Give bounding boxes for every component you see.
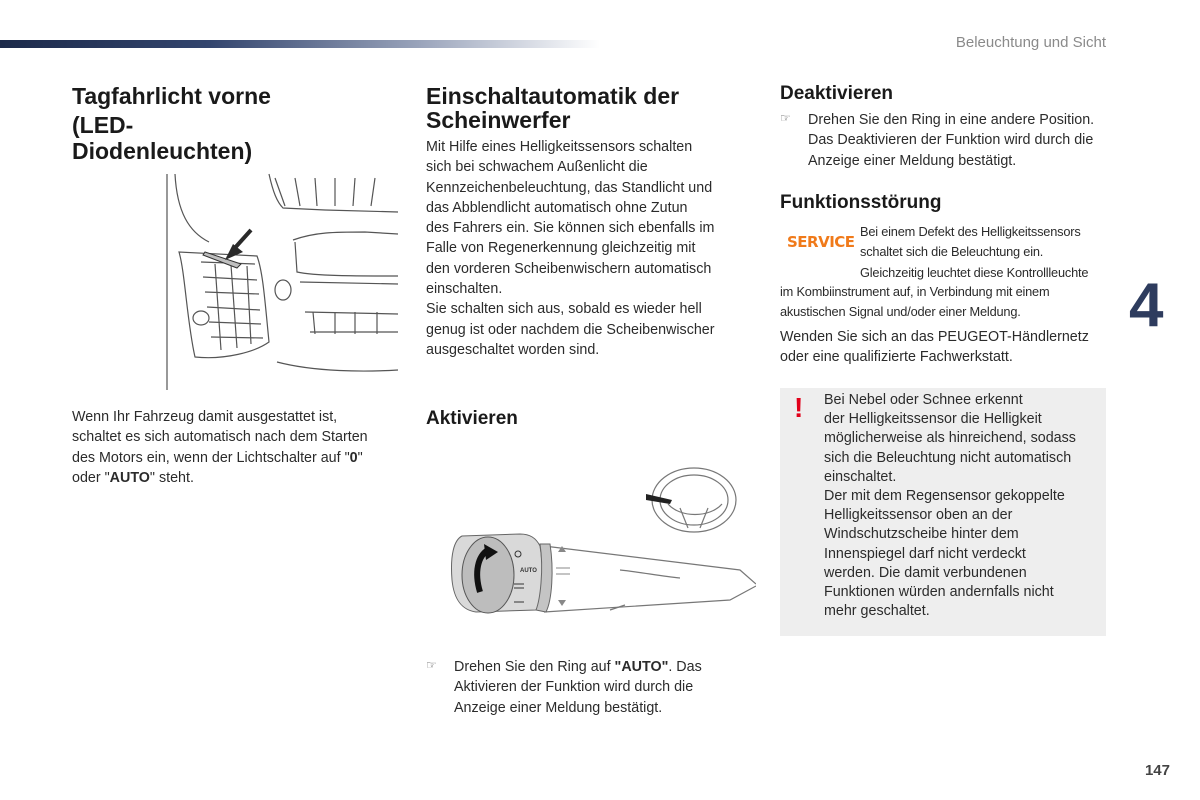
- exclamation-icon: !: [794, 392, 804, 423]
- text-line: oder eine qualifizierte Fachwerkstatt.: [780, 349, 1013, 366]
- section-header-title: Beleuchtung und Sicht: [955, 34, 1106, 51]
- pointing-hand-icon: ☞: [780, 111, 791, 125]
- text-line: Falle von Regenerkennung gleichzeitig mit: [426, 240, 696, 257]
- bold-term: 0: [349, 449, 358, 466]
- text-line: Das Deaktivieren der Funktion wird durch die: [808, 132, 1094, 149]
- chapter-number: 4: [1129, 271, 1164, 340]
- text-line: akustischen Signal und/oder einer Meldung.: [780, 304, 1021, 320]
- text-line: Kennzeichenbeleuchtung, das Standlicht und: [426, 179, 713, 196]
- text-line: des Fahrers ein. Sie können sich ebenfalls im: [426, 220, 715, 237]
- text-line: ausgeschaltet worden sind.: [426, 341, 600, 358]
- text-line: ": [357, 449, 363, 466]
- bold-term: AUTO: [109, 469, 150, 486]
- title-line: Einschaltautomatik der: [426, 83, 680, 109]
- text-line: werden. Die damit verbundenen: [824, 564, 1027, 581]
- dealer-paragraph: [780, 327, 1110, 368]
- page-number: 147: [1144, 762, 1170, 779]
- text-line: sich bei schwachem Außenlicht die: [426, 159, 648, 176]
- text-line: der Helligkeitssensor die Helligkeit: [824, 411, 1042, 428]
- fault-text-top: [860, 222, 1106, 283]
- text-line: Der mit dem Regensensor gekoppelte: [824, 488, 1065, 505]
- daytime-lights-title: [72, 83, 397, 164]
- warning-text: [824, 391, 1099, 621]
- text-line: möglicherweise als hinreichend, sodass: [824, 430, 1076, 447]
- title-line: Scheinwerfer: [426, 107, 571, 133]
- auto-headlights-intro: [426, 137, 746, 360]
- text-line: Bei Nebel oder Schnee erkennt: [824, 392, 1023, 408]
- text-line: sich die Beleuchtung nicht automatisch: [824, 449, 1072, 466]
- title-line: Diodenleuchten): [72, 138, 253, 164]
- text-line: im Kombiinstrument auf, in Verbindung mit einem: [780, 284, 1050, 299]
- auto-headlights-title: [426, 83, 746, 133]
- text-line: genug ist oder nachdem die Scheibenwischer: [426, 321, 715, 338]
- text-line: Windschutzscheibe hinter dem: [824, 526, 1019, 543]
- front-bumper-led-illustration: [165, 172, 398, 392]
- text-line: mehr geschaltet.: [824, 603, 930, 620]
- fault-heading: Funktionsstörung: [780, 192, 942, 213]
- text-line: Anzeige einer Meldung bestätigt.: [454, 699, 663, 716]
- text-line: Sie schalten sich aus, sobald es wieder hell: [426, 301, 702, 318]
- text-line: Helligkeitssensor oben an der: [824, 507, 1013, 524]
- activate-heading: Aktivieren: [426, 408, 518, 429]
- pointing-hand-icon: ☞: [426, 658, 437, 672]
- text-line: Wenn Ihr Fahrzeug damit ausgestattet ist,: [72, 409, 338, 425]
- activate-instruction: [426, 657, 756, 718]
- text-line: einschalten.: [426, 281, 503, 298]
- deactivate-heading: Deaktivieren: [780, 83, 894, 104]
- stalk-auto-label: AUTO: [520, 568, 537, 574]
- text-line: " steht.: [149, 469, 194, 486]
- text-line: schaltet es sich automatisch nach dem Starten: [72, 429, 368, 446]
- text-line: einschaltet.: [824, 468, 897, 485]
- text-line: des Motors ein, wenn der Lichtschalter auf ": [72, 449, 350, 466]
- text-line: schaltet sich die Beleuchtung ein.: [860, 244, 1044, 260]
- text-line: den vorderen Scheibenwischern automatisch: [426, 260, 712, 277]
- text-line: Mit Hilfe eines Helligkeitssensors schalten: [426, 139, 693, 155]
- daytime-lights-paragraph: [72, 407, 402, 488]
- text-line: Bei einem Defekt des Helligkeitssensors: [860, 224, 1081, 239]
- text-line: Wenden Sie sich an das PEUGEOT-Händlernetz: [780, 329, 1089, 345]
- text-line: Drehen Sie den Ring in eine andere Position.: [808, 112, 1095, 128]
- title-line: Tagfahrlicht vorne: [72, 83, 271, 109]
- text-line: Gleichzeitig leuchtet diese Kontrollleuchte: [860, 264, 1089, 280]
- text-line: oder ": [72, 469, 110, 486]
- deactivate-instruction: [780, 110, 1110, 171]
- warning-box: [780, 388, 1106, 636]
- title-line: (LED-: [72, 112, 134, 138]
- header-accent-bar: [0, 40, 600, 48]
- fault-text-bottom: [780, 282, 1110, 323]
- text-line: Anzeige einer Meldung bestätigt.: [808, 152, 1017, 169]
- text-line: Aktivieren der Funktion wird durch die: [454, 679, 694, 696]
- text-line: Funktionen würden andernfalls nicht: [824, 584, 1054, 601]
- text-line: das Abblendlicht automatisch ohne Zutun: [426, 199, 688, 216]
- text-line: . Das: [668, 659, 702, 675]
- service-warning-icon: SERVICE: [787, 233, 855, 251]
- light-stalk-auto-illustration: [440, 460, 756, 628]
- bold-term: "AUTO": [614, 659, 669, 675]
- text-line: Innenspiegel darf nicht verdeckt: [824, 545, 1026, 562]
- text-line: Drehen Sie den Ring auf: [454, 659, 615, 675]
